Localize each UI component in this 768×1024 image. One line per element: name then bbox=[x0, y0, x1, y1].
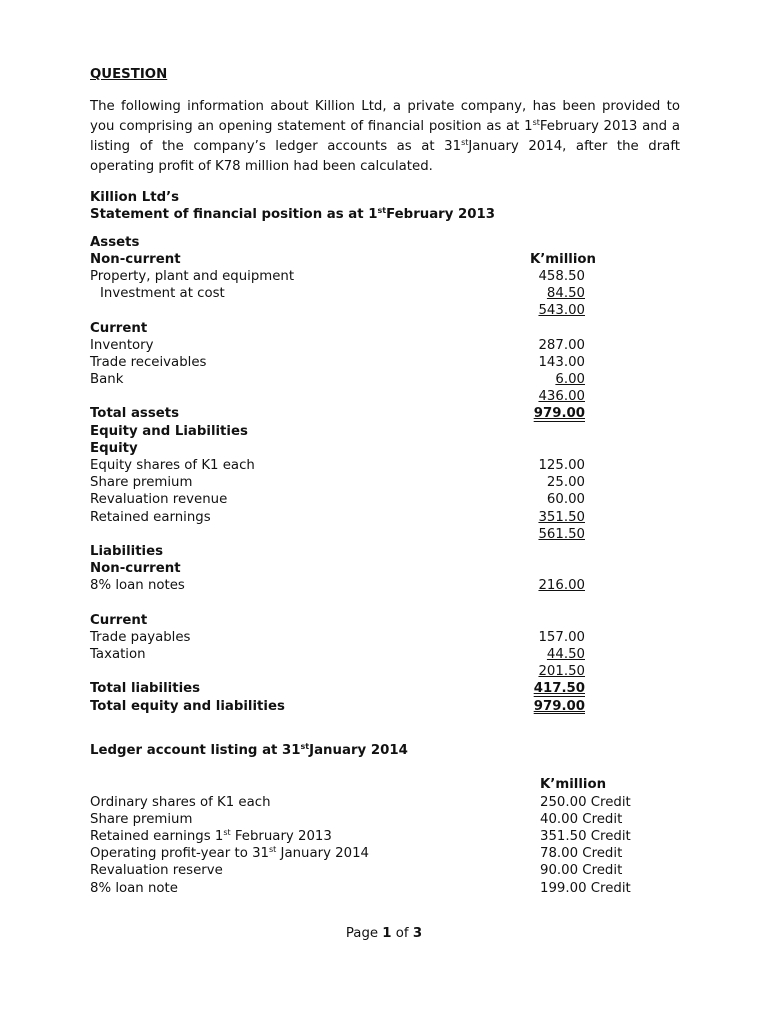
liab-current-total-row: 201.50 bbox=[538, 664, 585, 680]
intro-sup-1: st bbox=[532, 118, 540, 128]
intro-text-2: February 2013 and a listing of the company’s ledger accounts as at 31 bbox=[90, 119, 680, 155]
revaluation-row: Revaluation revenue 60.00 bbox=[90, 492, 585, 508]
assets-heading: Assets bbox=[90, 234, 140, 250]
document-page bbox=[90, 66, 680, 897]
total-liabilities-row: Total liabilities 417.50 bbox=[90, 681, 585, 697]
liab-current-heading: Current bbox=[90, 612, 148, 628]
page-footer: Page 1 of 3 bbox=[345, 926, 423, 941]
sofp-title-line1: Killion Ltd’s bbox=[90, 190, 180, 206]
unit-header: K’million bbox=[529, 251, 596, 267]
non-current-heading: Non-current K’million bbox=[90, 251, 596, 267]
ledger-row bbox=[90, 828, 680, 845]
investment-row: Investment at cost 84.50 bbox=[100, 286, 585, 302]
ledger-unit-header: K’million bbox=[540, 777, 607, 793]
taxation-row: Taxation 44.50 bbox=[90, 647, 585, 663]
liab-non-current-heading: Non-current bbox=[90, 561, 181, 577]
intro-text-3: January 2014, after the draft operating profit of K78 million had been calculated. bbox=[90, 139, 680, 175]
ledger-label: Share premium bbox=[90, 811, 193, 827]
trade-payables-row: Trade payables 157.00 bbox=[90, 629, 585, 645]
equity-heading: Equity bbox=[90, 440, 138, 456]
non-current-total-row: 543.00 bbox=[538, 303, 585, 319]
trade-receivables-row: Trade receivables 143.00 bbox=[90, 354, 585, 370]
ledger-row bbox=[90, 794, 680, 811]
total-equity-liabilities-row: Total equity and liabilities 979.00 bbox=[90, 698, 585, 714]
loan-notes-row: 8% loan notes 216.00 bbox=[90, 578, 585, 594]
current-heading: Current bbox=[90, 320, 148, 336]
bank-row: Bank 6.00 bbox=[90, 372, 585, 388]
equity-liabilities-heading: Equity and Liabilities bbox=[90, 423, 248, 439]
ledger-row bbox=[90, 880, 680, 897]
ledger-value: 199.00 Credit bbox=[540, 880, 631, 896]
ledger-value: 250.00 Credit bbox=[540, 794, 631, 810]
ledger-label: Retained earnings 1st February 2013 bbox=[90, 827, 332, 844]
ledger-value: 40.00 Credit bbox=[540, 811, 623, 827]
current-total-row: 436.00 bbox=[538, 389, 585, 405]
intro-paragraph bbox=[90, 97, 680, 177]
question-heading: QUESTION bbox=[90, 67, 168, 82]
liabilities-heading: Liabilities bbox=[90, 543, 164, 559]
page-number: 1 bbox=[382, 926, 392, 941]
equity-total-row: 561.50 bbox=[538, 526, 585, 542]
ledger-label: Operating profit-year to 31st January 2014 bbox=[90, 845, 370, 862]
intro-text-1: The following information about Killion Ltd, a private company, has been provided to you comprising an opening statement of financial position as at 1 bbox=[90, 99, 680, 135]
ledger-value: 90.00 Credit bbox=[540, 863, 623, 879]
page-total: 3 bbox=[412, 926, 423, 941]
total-assets-row: Total assets 979.00 bbox=[90, 406, 585, 422]
inventory-row: Inventory 287.00 bbox=[90, 337, 585, 353]
ledger-row bbox=[90, 811, 680, 828]
ledger-list bbox=[90, 794, 680, 897]
ledger-value: 351.50 Credit bbox=[540, 828, 631, 844]
ledger-title: Ledger account listing at 31stJanuary 2014 bbox=[90, 742, 408, 759]
ledger-value: 78.00 Credit bbox=[540, 846, 623, 862]
ledger-label: Ordinary shares of K1 each bbox=[90, 794, 271, 810]
ledger-label: Revaluation reserve bbox=[90, 863, 223, 879]
ledger-row bbox=[90, 845, 680, 862]
intro-sup-2: st bbox=[461, 138, 469, 148]
equity-shares-row: Equity shares of K1 each 125.00 bbox=[90, 458, 585, 474]
share-premium-row: Share premium 25.00 bbox=[90, 475, 585, 491]
ppe-row: Property, plant and equipment 458.50 bbox=[90, 268, 585, 284]
retained-earnings-row: Retained earnings 351.50 bbox=[90, 509, 585, 525]
ledger-row bbox=[90, 862, 680, 879]
ledger-label: 8% loan note bbox=[90, 880, 178, 896]
sofp-title-line2: Statement of financial position as at 1stFebruary 2013 bbox=[90, 206, 496, 223]
